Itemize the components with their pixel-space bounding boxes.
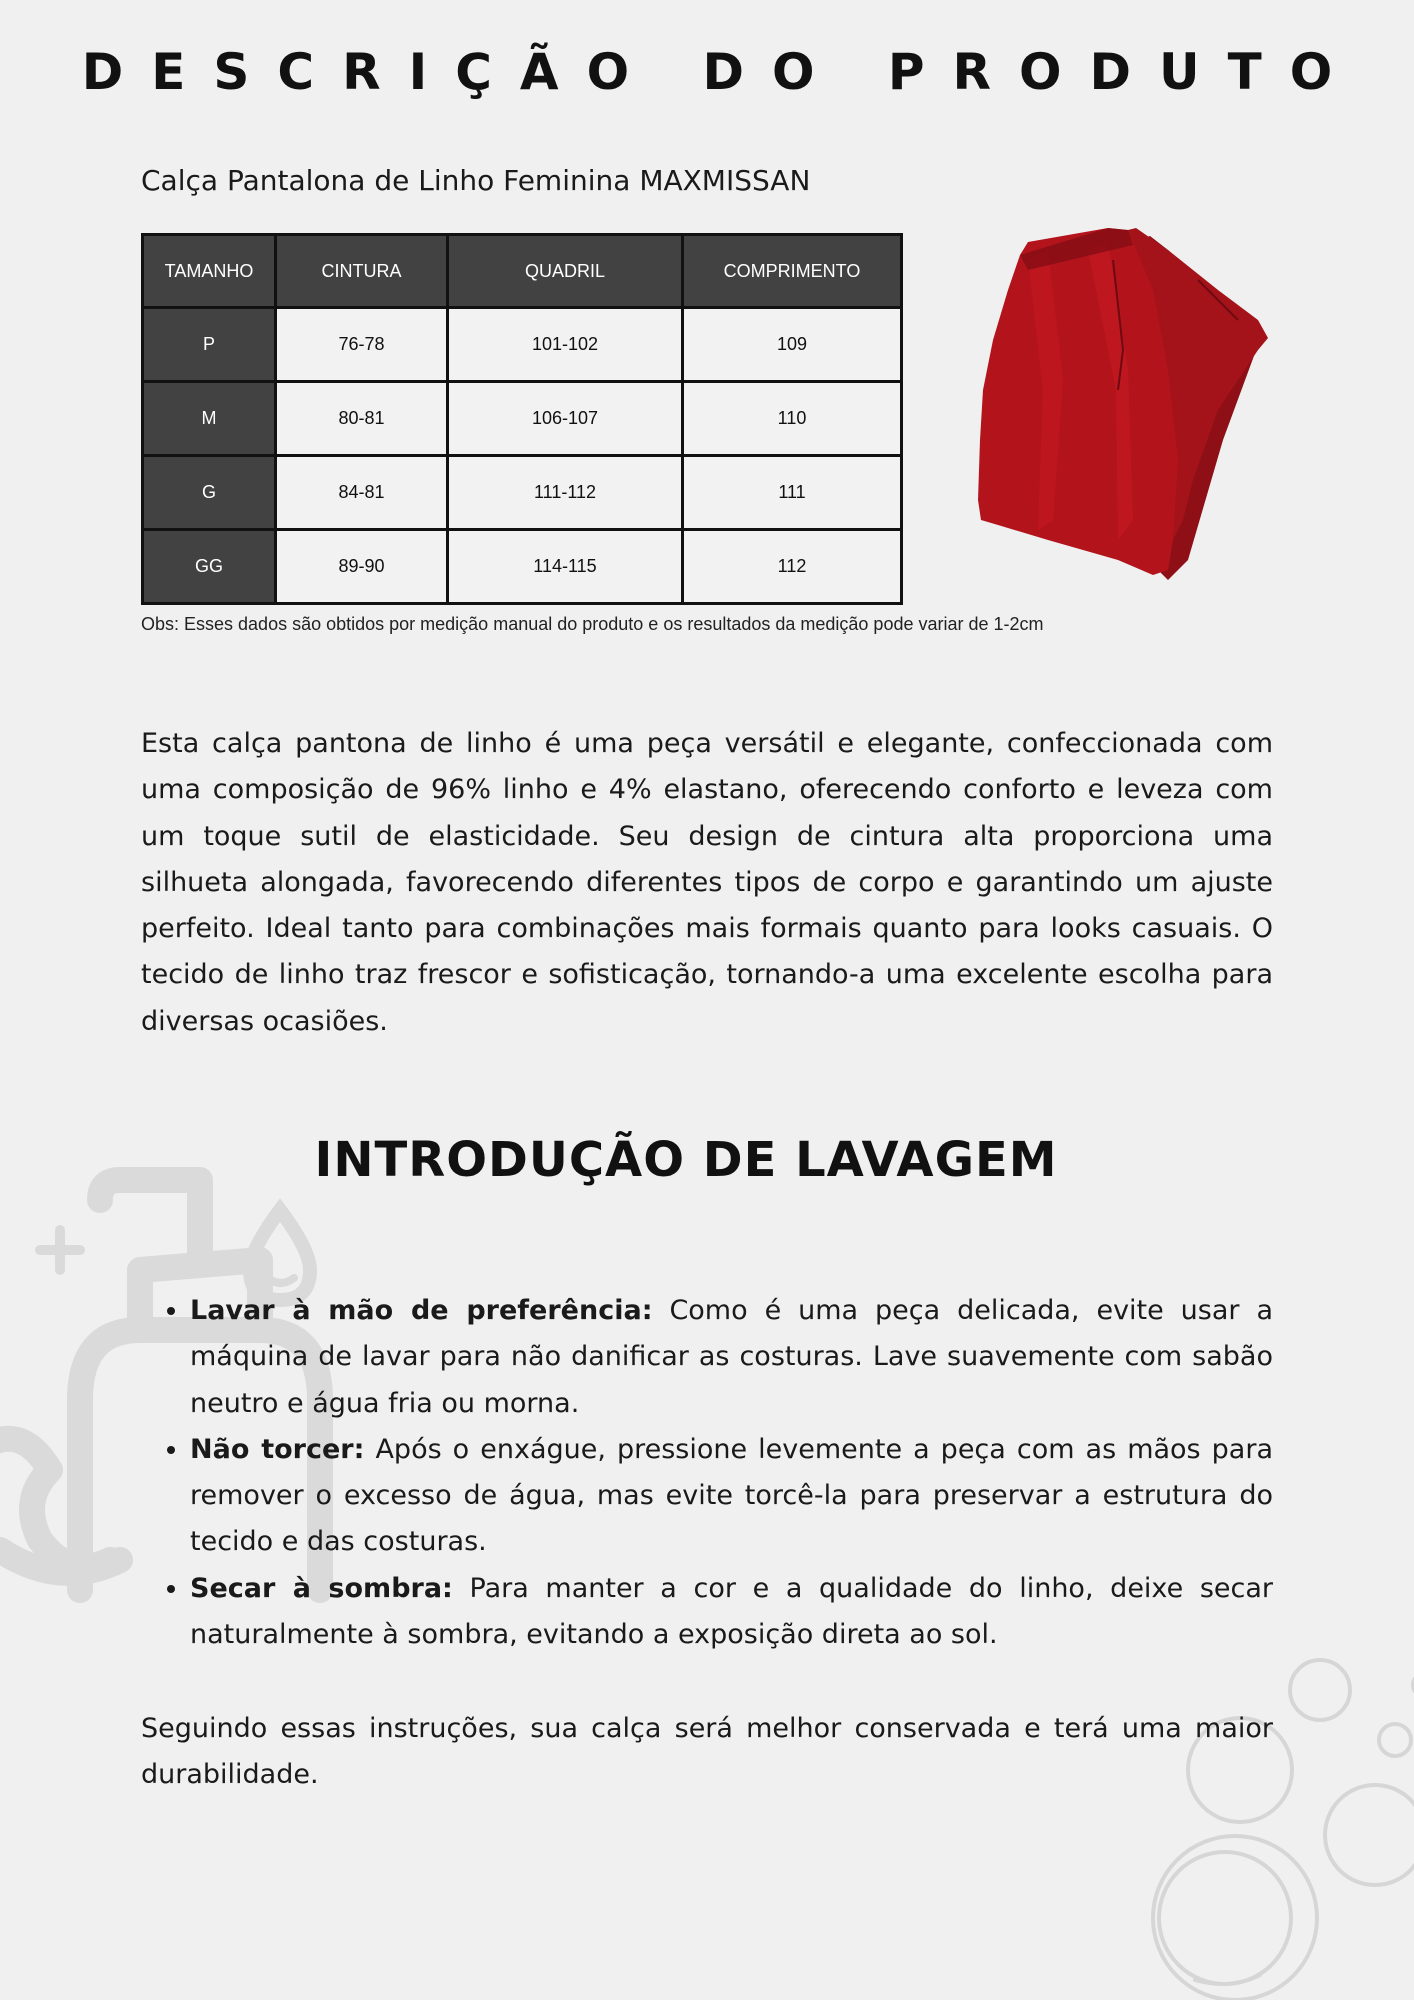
header-hip: QUADRIL <box>448 235 683 308</box>
table-row <box>143 456 902 530</box>
size-cell: P <box>143 308 276 382</box>
instruction-text: Após o enxágue, pressione levemente a peça com as mãos para remover o excesso de água, mas evite torcê-la para preservar a estrutura do tecido e das costuras. <box>190 1433 1273 1558</box>
bubbles-icon <box>1140 1650 1414 2000</box>
length-cell: 111 <box>683 456 902 530</box>
list-item <box>190 1566 1273 1659</box>
waist-cell: 76-78 <box>276 308 448 382</box>
header-length: COMPRIMENTO <box>683 235 902 308</box>
instruction-label: Lavar à mão de preferência: <box>190 1295 653 1326</box>
hip-cell: 106-107 <box>448 382 683 456</box>
length-cell: 112 <box>683 530 902 604</box>
list-item <box>190 1288 1273 1427</box>
instruction-label: Não torcer: <box>190 1433 365 1465</box>
header-waist: CINTURA <box>276 235 448 308</box>
size-cell: G <box>143 456 276 530</box>
length-cell: 109 <box>683 308 902 382</box>
table-row <box>143 530 902 604</box>
size-table-header-row <box>143 235 902 308</box>
size-table <box>141 233 903 605</box>
product-description: Esta calça pantona de linho é uma peça versátil e elegante, confeccionada com uma composição de 96% linho e 4% elastano, oferecendo conforto e leveza com um toque sutil de elasticidade. Seu design de cintura alta proporciona uma silhueta alongada, favorecendo diferentes tipos de corpo e garantindo um ajuste perfeito. Ideal tanto para combinações mais formais quanto para looks casuais. O tecido de linho traz frescor e sofisticação, tornando-a uma excelente escolha para diversas ocasiões. <box>141 728 1273 1037</box>
waist-cell: 80-81 <box>276 382 448 456</box>
closing-paragraph: Seguindo essas instruções, sua calça será melhor conservada e terá uma maior durabilidade. <box>141 1713 1273 1791</box>
waist-cell: 84-81 <box>276 456 448 530</box>
washing-instructions-list <box>141 1288 1273 1658</box>
size-cell: M <box>143 382 276 456</box>
measurement-note: Obs: Esses dados são obtidos por medição manual do produto e os resultados da medição pode variar de 1-2cm <box>141 614 1044 634</box>
waist-cell: 89-90 <box>276 530 448 604</box>
size-cell: GG <box>143 530 276 604</box>
instruction-label: Secar à sombra: <box>190 1572 453 1604</box>
page-title: DESCRIÇÃO DO PRODUTO <box>81 43 1361 101</box>
hip-cell: 114-115 <box>448 530 683 604</box>
hip-cell: 111-112 <box>448 456 683 530</box>
product-name: Calça Pantalona de Linho Feminina MAXMISSAN <box>141 164 811 197</box>
washing-title: INTRODUÇÃO DE LAVAGEM <box>314 1132 1058 1188</box>
hip-cell: 101-102 <box>448 308 683 382</box>
table-row <box>143 382 902 456</box>
table-row <box>143 308 902 382</box>
red-pants-image <box>968 220 1318 590</box>
header-size: TAMANHO <box>143 235 276 308</box>
length-cell: 110 <box>683 382 902 456</box>
instruction-text: Como é uma peça delicada, evite usar a máquina de lavar para não danificar as costuras. Lave suavemente com sabão neutro e água fria ou morna. <box>190 1295 1273 1419</box>
list-item <box>190 1427 1273 1566</box>
instruction-text: Para manter a cor e a qualidade do linho, deixe secar naturalmente à sombra, evitando a exposição direta ao sol. <box>190 1572 1273 1651</box>
